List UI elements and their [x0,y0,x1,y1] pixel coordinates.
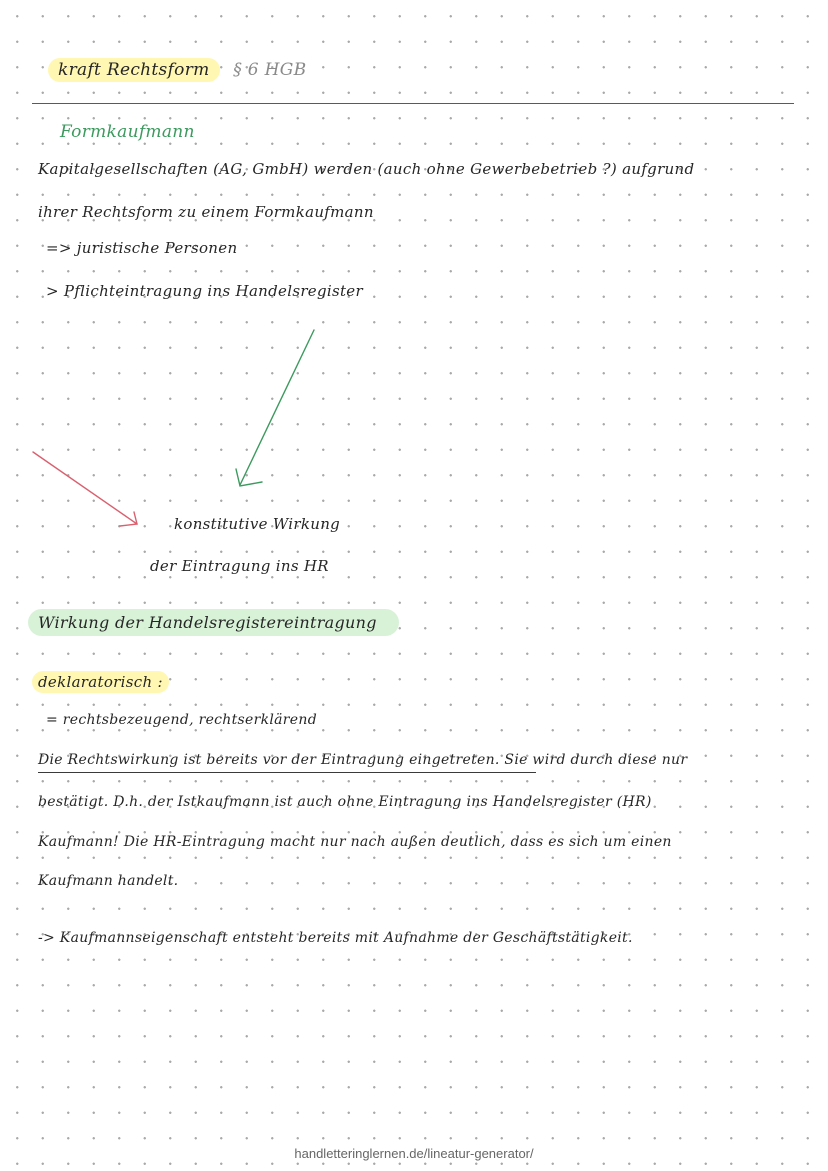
paragraph-line: Die Rechtswirkung ist bereits vor der Eintragung eingetreten. Sie wird durch diese nur [38,752,688,768]
text-line: ihrer Rechtsform zu einem Formkaufmann [38,203,374,221]
red-arrow-icon [33,452,137,526]
green-arrow-icon [236,330,314,486]
paragraph-line: Kaufmann handelt. [38,873,179,889]
definition-line: = rechtsbezeugend, rechtserklärend [46,712,317,728]
text-line: > Pflichteintragung ins Handelsregister [46,282,363,300]
law-reference: § 6 HGB [233,60,307,80]
heading-highlight: Wirkung der Handelsregistereintragung [28,609,399,636]
section-heading-wirkung [28,613,399,632]
paragraph-underline [38,772,536,773]
paragraph-line: bestätigt. D.h. der Istkaufmann ist auch ohne Eintragung ins Handelsregister (HR) [38,794,652,810]
label-highlight: deklaratorisch : [32,671,169,693]
annotation-line: konstitutive Wirkung [174,515,341,533]
title-highlight: kraft Rechtsform [48,58,220,82]
conclusion-line: -> Kaufmannseigenschaft entsteht bereits mit Aufnahme der Geschäftstätigkeit. [38,930,633,946]
text-line: Kapitalgesellschaften (AG, GmbH) werden (auch ohne Gewerbebetrieb ?) aufgrund [38,160,695,178]
annotation-line: der Eintragung ins HR [150,557,329,575]
footer-url: handletteringlernen.de/lineatur-generator/ [294,1146,534,1161]
label-deklaratorisch [32,673,169,691]
paragraph-line: Kaufmann! Die HR-Eintragung macht nur nach außen deutlich, dass es sich um einen [38,834,672,850]
text-line: => juristische Personen [46,239,238,257]
section-heading-formkaufmann: Formkaufmann [60,122,195,142]
